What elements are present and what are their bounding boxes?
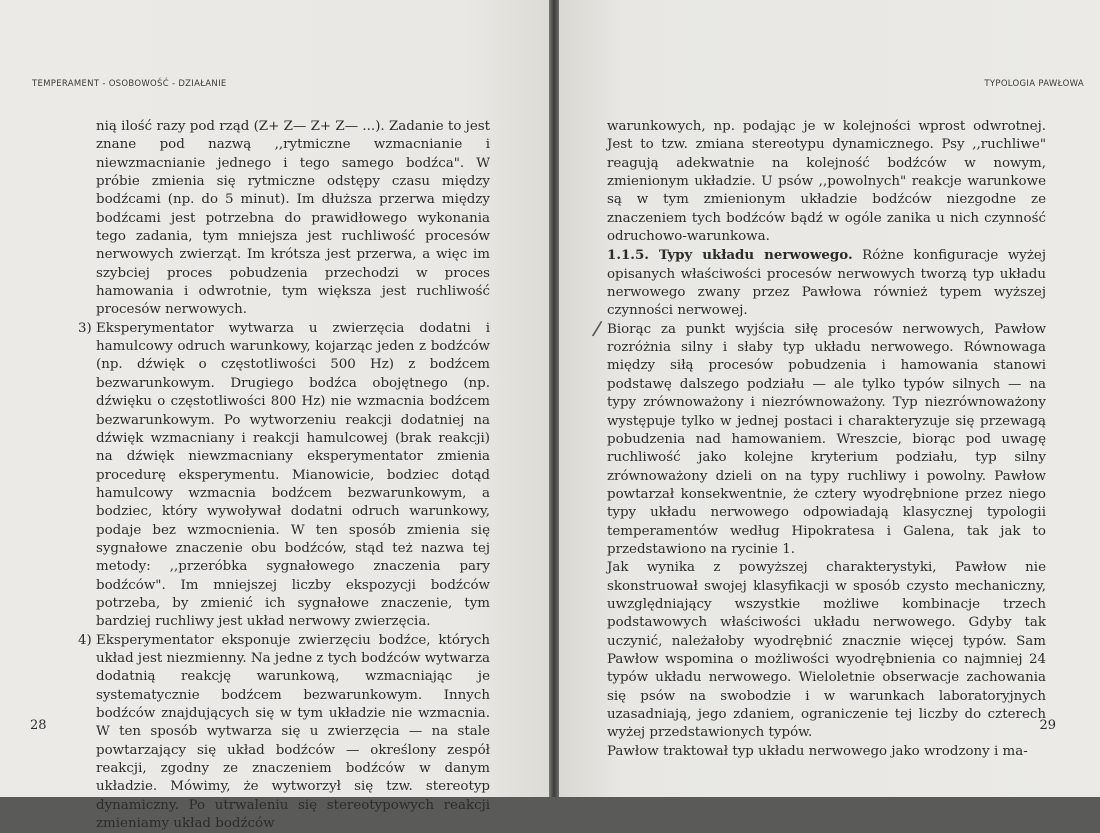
- right-running-head: TYPOLOGIA PAWŁOWA: [984, 79, 1084, 89]
- intro-paragraph: [60, 118, 490, 320]
- item-number: 3): [78, 320, 92, 336]
- pencil-mark-icon: /: [591, 315, 604, 341]
- item-text: Eksperymentator eksponuje zwierzęciu bodźce, których układ jest niezmienny. Na jedne z tych bodźców wytwarza dodatnią reakcję warunkową, wzmacniając je systematycznie bodźcem bezwarunkowym. Innych bodźców znajdujących się w tym układzie nie wzmacnia. W ten sposób wytwarza się u zwierzęcia — na stale powtarzający się układ bodźców — określony zespół reakcji, zgodny ze znaczeniem bodźców w danym układzie. Mówimy, że wytworzył się tzw. stereotyp dynamiczny. Po utrwaleniu się stereotypowych reakcji zmieniamy układ bodźców: [96, 632, 490, 832]
- list-item-3: [60, 320, 490, 632]
- right-page: [559, 0, 1100, 797]
- left-page-text: [60, 118, 490, 833]
- body-paragraph-3: Pawłow traktował typ układu nerwowego jako wrodzony i ma-: [607, 743, 1028, 759]
- section-heading: 1.1.5. Typy układu nerwowego.: [607, 247, 853, 264]
- section-paragraph: [607, 246, 1046, 320]
- item-text: Eksperymentator wytwarza u zwierzęcia dodatni i hamulcowy odruch warunkowy, kojarząc jeden z bodźców (np. dźwięk o częstotliwości 500 Hz) z bodźcem bezwarunkowym. Drugiego bodźca obojętnego (np. dźwięku o częstotliwości 800 Hz) nie wzmacnia bodźcem bezwarunkowym. Po wytworzeniu reakcji dodatniej na dźwięk wzmacniany i reakcji hamulcowej (brak reakcji) na dźwięk niewzmacniany eksperymentator zmienia procedurę eksperymentu. Mianowicie, bodziec dotąd hamulcowy wzmacnia bodźcem bezwarunkowym, a bodziec, który wywoływał dodatni odruch warunkowy, podaje bez wzmocnienia. W ten sposób zmienia się sygnałowe znaczenie obu bodźców, stąd też nazwa tej metody: ,,przeróbka sygnałowego znaczenia pary bodźców". Im mniejszej liczby ekspozycji bodźców potrzeba, by zmienić ich sygnałowe znaczenie, tym bardziej ruchliwy jest układ nerwowy zwierzęcia.: [96, 320, 490, 630]
- section-lead: Różne konfiguracje wyżej opisanych właściwości procesów nerwowych tworzą typ układu nerwowego zwany przez Pawłowa również typem wyższej czynności nerwowej.: [607, 248, 1046, 319]
- right-page-text: [607, 118, 1046, 761]
- item-number: 4): [78, 632, 92, 648]
- body-paragraph-2: Jak wynika z powyższej charakterystyki, Pawłow nie skonstruował swojej klasyfikacji w sposób czysto mechaniczny, uwzględniający wszystkie możliwe kombinacje trzech podstawowych właściwości układu nerwowego. Gdyby tak uczynić, należałoby wyodrębnić znacznie więcej typów. Sam Pawłow wspomina o możliwości wyodrębnienia co najmniej 24 typów układu nerwowego. Wieloletnie obserwacje zachowania się psów na swobodzie i w warunkach laboratoryjnych uzasadniają, jego zdaniem, ograniczenie tej liczby do czterech wyżej przedstawionych typów.: [607, 560, 1046, 741]
- intro-text: nią ilość razy pod rząd (Z+ Z— Z+ Z— ...). Zadanie to jest znane pod nazwą ,,rytmiczne wzmacnianie i niewzmacnianie jednego i tego samego bodźca". W próbie zmienia się rytmiczne odstępy czasu między bodźcami (np. do 5 minut). Im dłuższa przerwa między bodźcami jest potrzebna do prawidłowego wykonania tego zadania, tym mniejsza jest ruchliwość procesów nerwowych zwierząt. Im krótsza jest przerwa, a więc im szybciej proces pobudzenia przechodzi w proces hamowania i odwrotnie, tym większa jest ruchliwość procesów nerwowych.: [96, 119, 490, 318]
- body-paragraph-1: Biorąc za punkt wyjścia siłę procesów nerwowych, Pawłow rozróżnia silny i słaby typ układu nerwowego. Równowaga między siłą procesów pobudzenia i hamowania stanowi podstawę dalszego podziału — ale tylko typów silnych — na typy zrównoważony i niezrównoważony. Typ niezrównoważony występuje tylko w jednej postaci i charakteryzuje się przewagą pobudzenia nad hamowaniem. Wreszcie, biorąc pod uwagę ruchliwość jako kolejne kryterium podziału, typ silny zrównoważony dzieli on na typy ruchliwy i powolny. Pawłow powtarzał konsekwentnie, że cztery wyodrębnione przez niego typy układu nerwowego odpowiadają klasycznej typologii temperamentów według Hipokratesa i Galena, tak jak to przedstawiono na rycinie 1.: [607, 321, 1046, 557]
- left-page: [0, 0, 549, 832]
- left-page-number: 28: [30, 718, 47, 733]
- book-gutter: [549, 0, 559, 797]
- intro-paragraph: warunkowych, np. podając je w kolejności wprost odwrotnej. Jest to tzw. zmiana stereotypu dynamicznego. Psy ,,ruchliwe" reagują adekwatnie na kolejność bodźców w nowym, zmienionym układzie. U psów ,,powolnych" reakcje warunkowe są w tym zmienionym układzie bodźców niezgodne ze znaczeniem tych bodźców bądź w ogóle zanika u nich czynność odruchowo-warunkowa.: [607, 119, 1046, 245]
- list-item-4: [60, 632, 490, 833]
- left-running-head: TEMPERAMENT - OSOBOWOŚĆ - DZIAŁANIE: [32, 79, 227, 89]
- right-page-number: 29: [1039, 718, 1056, 733]
